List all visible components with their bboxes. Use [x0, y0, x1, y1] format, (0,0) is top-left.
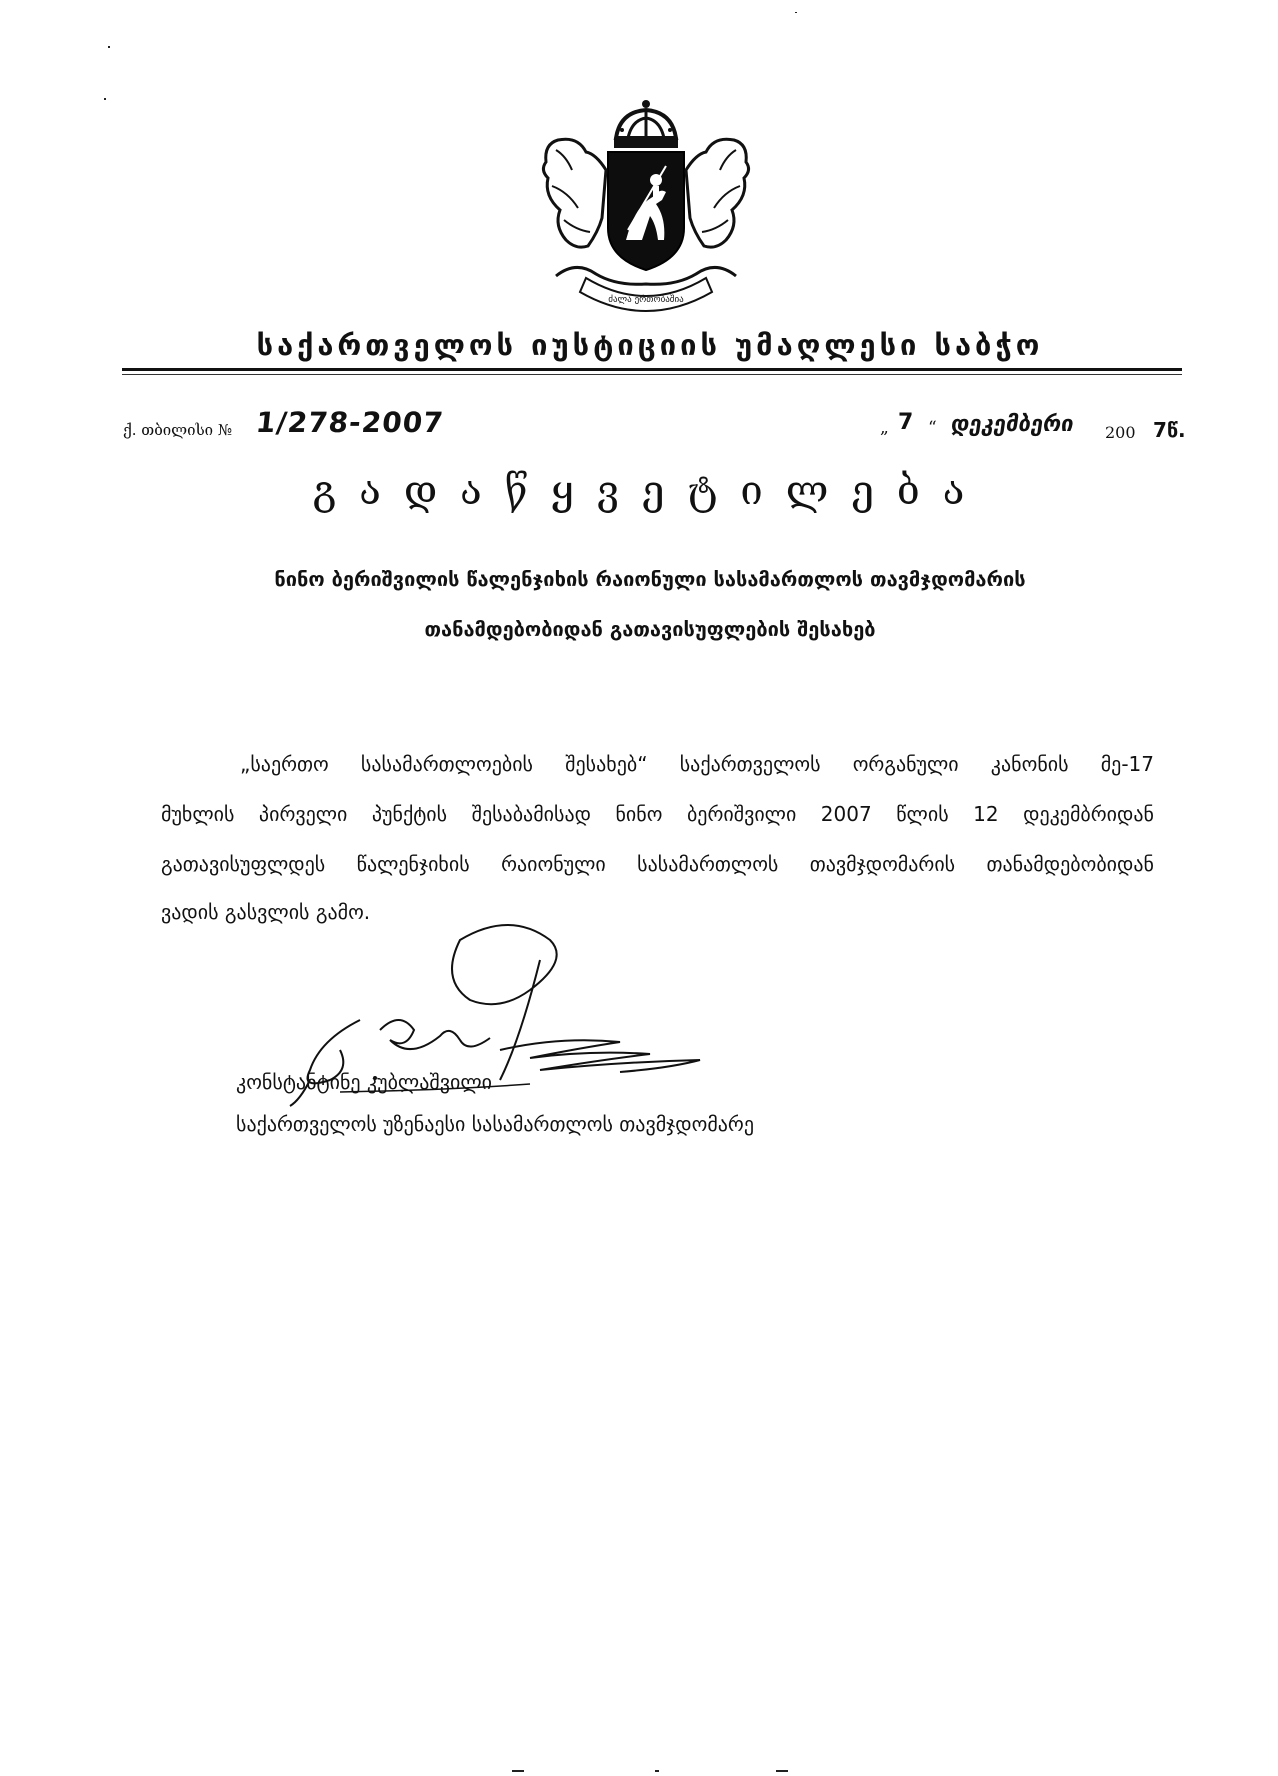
crown-icon	[614, 100, 678, 148]
registration-number: 1/278-2007	[254, 406, 446, 439]
left-lion-icon	[543, 139, 606, 247]
date-quote-open: „	[880, 418, 889, 438]
signer-name: კონსტანტინე კუბლაშვილი	[236, 1070, 492, 1094]
date-quote-close: “	[928, 418, 937, 438]
georgia-coat-of-arms-emblem	[516, 100, 776, 318]
date-year-suffix: 7წ.	[1153, 418, 1186, 442]
organization-name: საქართველოს იუსტიციის უმაღლესი საბჭო	[256, 328, 1044, 362]
header-rule-thick	[122, 368, 1182, 371]
date-year-prefix: 200	[1105, 423, 1136, 442]
scan-mark	[512, 1770, 524, 1772]
scan-mark	[108, 46, 110, 48]
date-month: დეკემბერი	[949, 412, 1076, 437]
scan-mark	[795, 12, 797, 13]
body-line-2: მუხლის პირველი პუნქტის შესაბამისად ნინო ბერიშვილი 2007 წლის 12 დეკემბრიდან	[161, 802, 1154, 826]
place-label: ქ. თბილისი №	[123, 421, 233, 439]
document-title: გადაწყვეტილება	[312, 468, 988, 514]
date-day: 7	[898, 410, 914, 435]
emblem-motto: ძალა ერთობაშია	[608, 295, 684, 305]
body-line-4: ვადის გასვლის გამო.	[161, 900, 371, 924]
scan-mark	[104, 98, 106, 100]
handwritten-signature	[200, 920, 760, 1130]
subject-line-1: ნინო ბერიშვილის წალენჯიხის რაიონული სასამართლოს თავმჯდომარის	[274, 567, 1026, 591]
right-lion-icon	[686, 139, 749, 247]
signer-title: საქართველოს უზენაესი სასამართლოს თავმჯდომარე	[236, 1112, 754, 1136]
header-rule-thin	[122, 374, 1182, 375]
scan-mark	[655, 1770, 659, 1772]
body-line-1: „საერთო სასამართლოების შესახებ“ საქართველოს ორგანული კანონის მე-17	[240, 752, 1154, 776]
subject-line-2: თანამდებობიდან გათავისუფლების შესახებ	[424, 617, 876, 641]
body-line-3: გათავისუფლდეს წალენჯიხის რაიონული სასამართლოს თავმჯდომარის თანამდებობიდან	[161, 852, 1154, 876]
scan-mark	[776, 1770, 788, 1772]
